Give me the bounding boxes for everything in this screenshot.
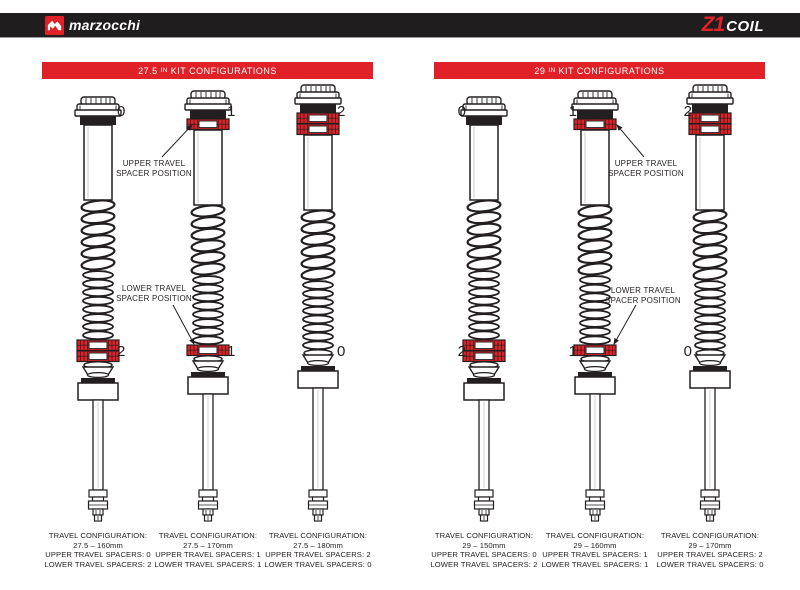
callout-line: UPPER TRAVEL [122, 159, 186, 168]
brand-name: marzocchi [69, 17, 141, 33]
travel-config-29-170 [643, 531, 777, 570]
fork-diagram-27-5-180 [253, 80, 383, 530]
upper-count-27-5-170: 1 [227, 103, 236, 120]
cfg-upper: UPPER TRAVEL SPACERS: 2 [265, 550, 371, 560]
upper-count-29-150: 0 [457, 103, 466, 120]
cfg-lower: LOWER TRAVEL SPACERS: 2 [44, 560, 152, 570]
bar-rest: KIT CONFIGURATIONS [558, 65, 665, 76]
callout-line: LOWER TRAVEL [610, 286, 676, 295]
marzocchi-mountain-icon [45, 16, 64, 35]
config-bar-29 [434, 62, 765, 79]
cfg-title: TRAVEL CONFIGURATION: [268, 531, 368, 540]
upper-count-27-5-180: 2 [337, 103, 346, 120]
cfg-travel: 29 – 170mm [688, 540, 732, 550]
travel-config-29-160 [528, 531, 662, 570]
cfg-travel: 27.5 – 170mm [183, 540, 233, 550]
callout-upper-27-5 [102, 159, 206, 178]
lower-count-27-5-180: 0 [337, 343, 346, 360]
lower-count-29-170: 0 [683, 343, 692, 360]
cfg-travel: 29 – 150mm [462, 540, 506, 550]
cfg-lower: LOWER TRAVEL SPACERS: 2 [430, 560, 538, 570]
callout-lower-27-5 [102, 284, 206, 303]
upper-count-29-160: 1 [568, 103, 577, 120]
cfg-title: TRAVEL CONFIGURATION: [434, 531, 534, 540]
fork-diagram-29-170 [645, 80, 775, 530]
product-z1: Z1 [701, 13, 725, 36]
callout-line: SPACER POSITION [116, 293, 192, 303]
fork-diagram-29-160 [530, 80, 660, 530]
z1-coil-logo [702, 13, 764, 37]
cfg-title: TRAVEL CONFIGURATION: [158, 531, 258, 540]
callout-upper-29 [594, 159, 698, 178]
callout-line: SPACER POSITION [116, 168, 192, 178]
product-coil: COIL [726, 18, 764, 35]
cfg-upper: UPPER TRAVEL SPACERS: 2 [657, 550, 763, 560]
lower-count-27-5-160: 2 [117, 343, 126, 360]
cfg-travel: 27.5 – 180mm [293, 540, 343, 550]
cfg-lower: LOWER TRAVEL SPACERS: 1 [154, 560, 262, 570]
bar-size: 27.5 [138, 65, 158, 76]
cfg-upper: UPPER TRAVEL SPACERS: 1 [542, 550, 648, 560]
bar-size: 29 [534, 65, 546, 76]
top-brand-bar [0, 13, 800, 38]
callout-line: SPACER POSITION [605, 295, 681, 305]
callout-line: LOWER TRAVEL [121, 284, 187, 293]
cfg-upper: UPPER TRAVEL SPACERS: 1 [155, 550, 261, 560]
cfg-travel: 27.5 – 160mm [73, 540, 123, 550]
lower-count-27-5-170: 1 [227, 343, 236, 360]
lower-count-29-160: 1 [568, 343, 577, 360]
lower-count-29-150: 2 [457, 343, 466, 360]
cfg-lower: LOWER TRAVEL SPACERS: 1 [541, 560, 649, 570]
cfg-travel: 29 – 160mm [573, 540, 617, 550]
cfg-title: TRAVEL CONFIGURATION: [48, 531, 148, 540]
upper-count-29-170: 2 [683, 103, 692, 120]
marzocchi-logo [45, 16, 140, 35]
callout-lower-29 [591, 286, 695, 305]
cfg-upper: UPPER TRAVEL SPACERS: 0 [45, 550, 151, 560]
callout-line: SPACER POSITION [608, 168, 684, 178]
cfg-upper: UPPER TRAVEL SPACERS: 0 [431, 550, 537, 560]
bar-rest: KIT CONFIGURATIONS [170, 65, 277, 76]
config-bar-27-5 [42, 62, 373, 79]
cfg-title: TRAVEL CONFIGURATION: [660, 531, 760, 540]
cfg-lower: LOWER TRAVEL SPACERS: 0 [656, 560, 764, 570]
bar-unit: IN [160, 67, 168, 74]
bar-unit: IN [548, 67, 556, 74]
travel-config-27-5-180 [251, 531, 385, 570]
cfg-lower: LOWER TRAVEL SPACERS: 0 [264, 560, 372, 570]
cfg-title: TRAVEL CONFIGURATION: [545, 531, 645, 540]
upper-count-27-5-160: 0 [117, 103, 126, 120]
callout-line: UPPER TRAVEL [614, 159, 678, 168]
